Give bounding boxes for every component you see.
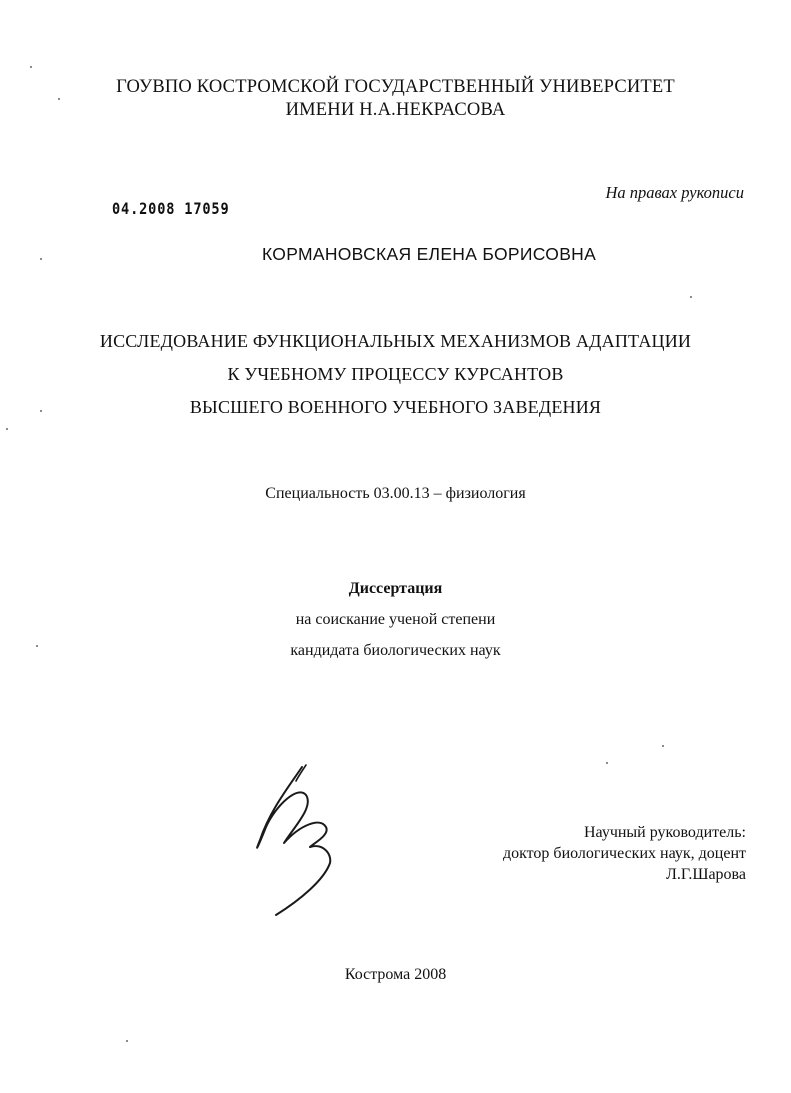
scan-speck [662,745,664,747]
specialty: Специальность 03.00.13 – физиология [265,485,526,502]
university-line-1: ГОУВПО КОСТРОМСКОЙ ГОСУДАРСТВЕННЫЙ УНИВЕРСИТЕТ [116,77,675,97]
title-line-1: ИССЛЕДОВАНИЕ ФУНКЦИОНАЛЬНЫХ МЕХАНИЗМОВ АДАПТАЦИИ [99,331,692,351]
degree-line-2: кандидата биологических наук [290,642,501,659]
scan-speck [690,296,692,298]
scan-speck [36,645,38,647]
manuscript-rights-note: На правах рукописи [605,183,744,202]
scan-speck [40,410,42,412]
supervisor-name: Л.Г.Шарова [666,866,746,883]
scan-speck [40,258,42,260]
title-line-3: ВЫСШЕГО ВОЕННОГО УЧЕБНОГО ЗАВЕДЕНИЯ [189,397,602,417]
city-year: Кострома 2008 [344,966,447,983]
university-header [0,76,791,122]
author-name: КОРМАНОВСКАЯ ЕЛЕНА БОРИСОВНА [262,244,597,264]
title-line-2: К УЧЕБНОМУ ПРОЦЕССУ КУРСАНТОВ [227,364,564,384]
university-line-2: ИМЕНИ Н.А.НЕКРАСОВА [285,100,506,120]
supervisor-label: Научный руководитель: [583,824,746,841]
degree-line-1: на соискание ученой степени [295,611,496,628]
handwritten-signature [240,755,380,920]
dissertation-title [0,325,791,424]
scan-speck [6,428,8,430]
scan-speck [606,762,608,764]
scan-speck [126,1040,128,1042]
scan-speck [30,66,32,68]
registration-stamp: 04.2008 17059 [112,199,230,218]
supervisor-block [503,822,746,885]
dissertation-heading: Диссертация [348,580,443,597]
scan-speck [58,98,60,100]
supervisor-degree: доктор биологических наук, доцент [502,845,746,862]
